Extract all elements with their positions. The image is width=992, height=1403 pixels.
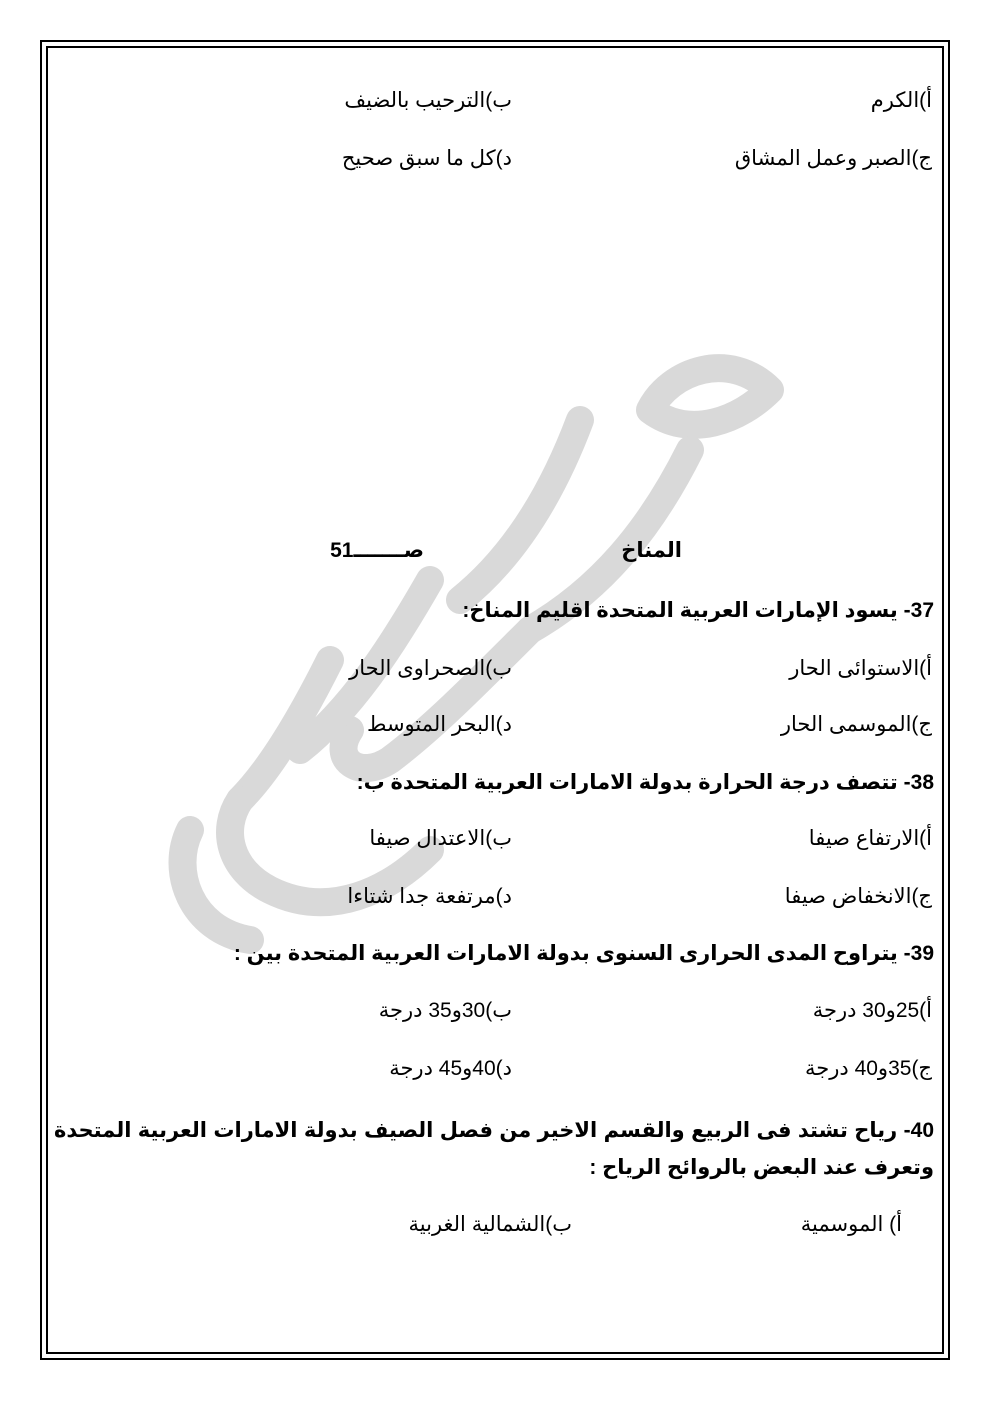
q38-option-b: ب)الاعتدال صيفا	[369, 827, 512, 850]
top-option-b: ب)الترحيب بالضيف	[344, 89, 512, 112]
question-38: 38- تتصف درجة الحرارة بدولة الامارات العربية المتحدة ب:	[356, 771, 934, 794]
q37-option-a: أ)الاستوائى الحار	[789, 657, 932, 680]
page-reference: صـــــــ51	[330, 539, 424, 562]
question-37: 37- يسود الإمارات العربية المتحدة اقليم المناخ:	[462, 599, 934, 622]
q39-option-c: ج)35و40 درجة	[804, 1057, 932, 1080]
top-option-c: ج)الصبر وعمل المشاق	[734, 147, 932, 170]
question-40: 40- رياح تشتد فى الربيع والقسم الاخير من فصل الصيف بدولة الامارات العربية المتحدة وتعرف عند البعض بالروائح الرياح :	[54, 1119, 934, 1179]
q39-option-b: ب)30و35 درجة	[378, 999, 512, 1022]
q39-option-a: أ)25و30 درجة	[812, 999, 932, 1022]
section-title: المناخ	[621, 539, 682, 562]
top-option-d: د)كل ما سبق صحيح	[341, 147, 512, 170]
q37-option-b: ب)الصحراوى الحار	[349, 657, 512, 680]
q37-option-d: د)البحر المتوسط	[367, 713, 512, 736]
question-39: 39- يتراوح المدى الحرارى السنوى بدولة الامارات العربية المتحدة بين :	[233, 942, 934, 965]
handwritten-watermark	[130, 330, 810, 970]
q38-option-c: ج)الانخفاض صيفا	[784, 885, 932, 908]
q38-option-d: د)مرتفعة جدا شتاءا	[347, 885, 512, 908]
q37-option-c: ج)الموسمى الحار	[780, 713, 932, 736]
q40-option-b: ب)الشمالية الغربية	[408, 1213, 572, 1236]
q39-option-d: د)40و45 درجة	[389, 1057, 512, 1080]
q40-option-a: أ) الموسمية	[800, 1213, 902, 1236]
q38-option-a: أ)الارتفاع صيفا	[808, 827, 932, 850]
top-option-a: أ)الكرم	[870, 89, 932, 112]
